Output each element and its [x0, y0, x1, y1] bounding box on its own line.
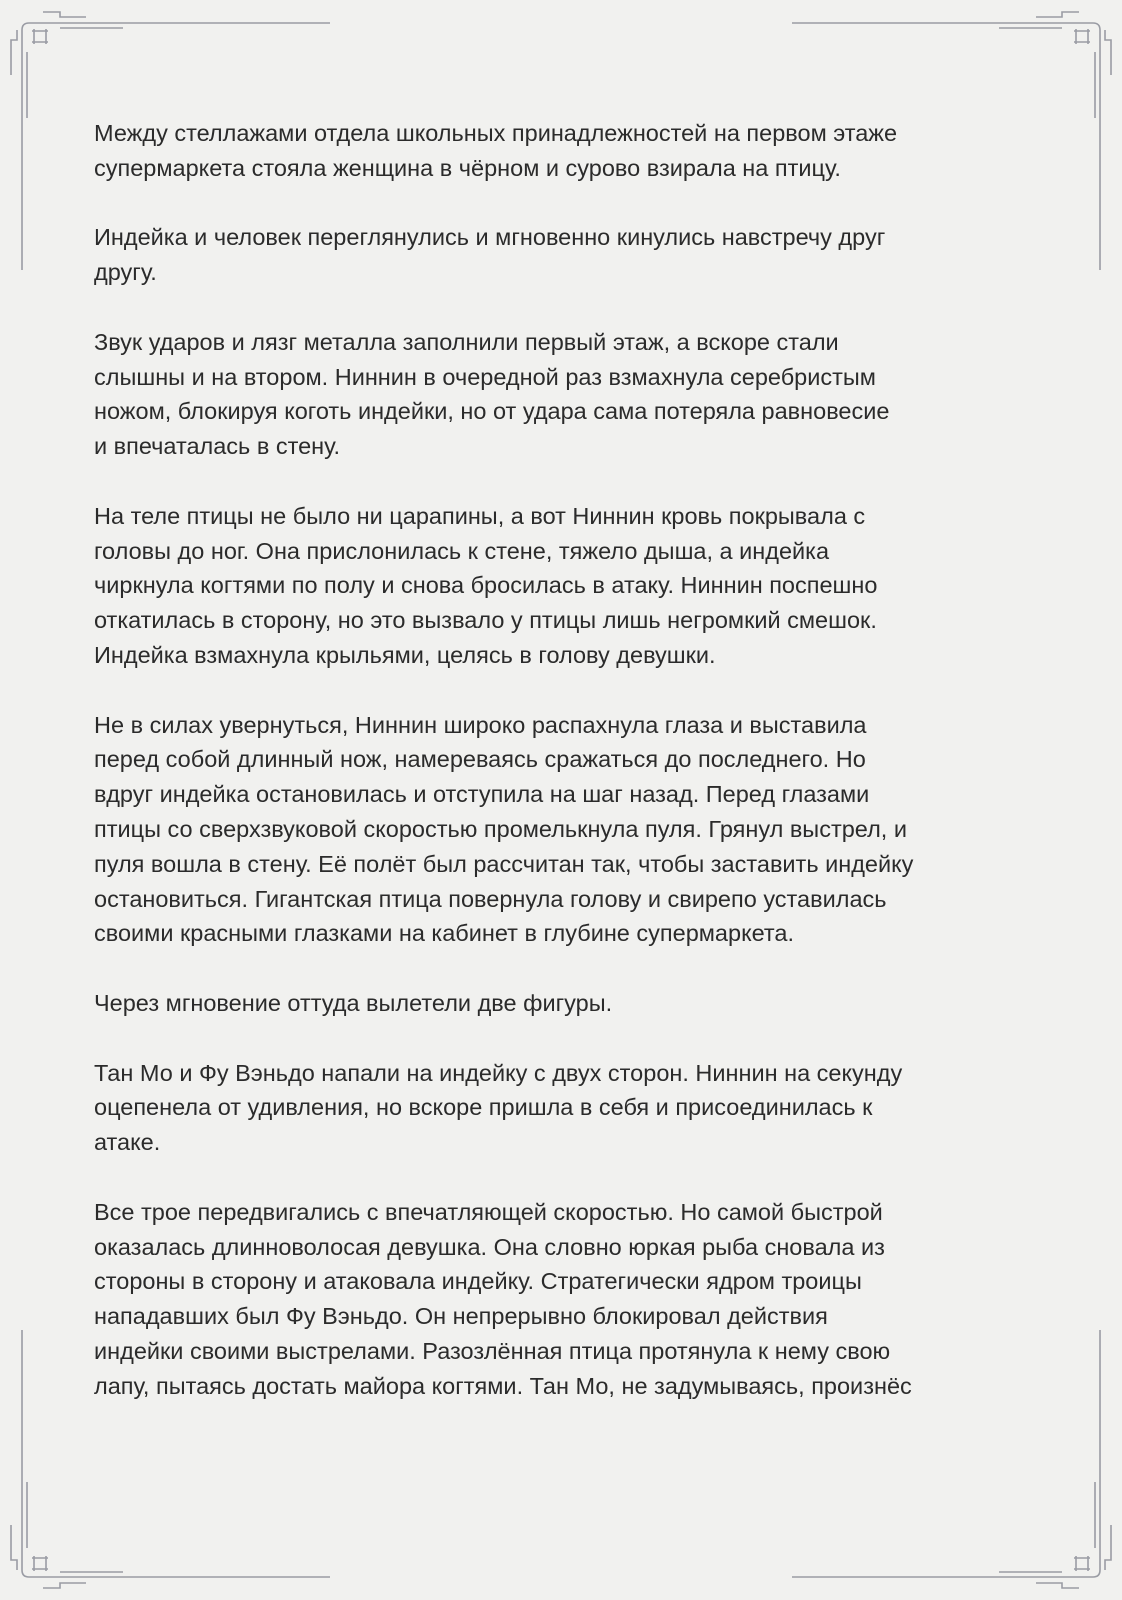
- paragraph: [94, 1056, 1034, 1160]
- text-line: птицы со сверхзвуковой скоростью промелькнула пуля. Грянул выстрел, и: [94, 815, 907, 842]
- text-line: перед собой длинный нож, намереваясь сражаться до последнего. Но: [94, 746, 866, 773]
- text-line: нападавших был Фу Вэньдо. Он непрерывно блокировал действия: [94, 1303, 828, 1330]
- text-line: Через мгновение оттуда вылетели две фигуры.: [94, 989, 613, 1016]
- paragraph: [94, 499, 1034, 673]
- text-line: стороны в сторону и атаковала индейку. Стратегически ядром троицы: [94, 1268, 862, 1295]
- text-line: чиркнула когтями по полу и снова бросилась в атаку. Ниннин поспешно: [94, 572, 878, 599]
- paragraph: [94, 220, 1034, 290]
- text-line: супермаркета стояла женщина в чёрном и сурово взирала на птицу.: [94, 154, 841, 181]
- text-line: другу.: [94, 259, 157, 286]
- text-line: оказалась длинноволосая девушка. Она словно юркая рыба сновала из: [94, 1233, 885, 1260]
- text-line: ножом, блокируя коготь индейки, но от удара сама потеряла равновесие: [94, 398, 890, 425]
- text-line: своими красными глазками на кабинет в глубине супермаркета.: [94, 920, 794, 947]
- text-line: Звук ударов и лязг металла заполнили первый этаж, а вскоре стали: [94, 328, 839, 355]
- paragraph: [94, 1195, 1034, 1404]
- text-line: слышны и на втором. Ниннин в очередной раз взмахнула серебристым: [94, 363, 876, 390]
- text-line: Индейка взмахнула крыльями, целясь в голову девушки.: [94, 641, 716, 668]
- text-line: остановиться. Гигантская птица повернула голову и свирепо уставилась: [94, 885, 887, 912]
- text-line: Тан Мо и Фу Вэньдо напали на индейку с двух сторон. Ниннин на секунду: [94, 1059, 903, 1086]
- text-line: Не в силах увернуться, Ниннин широко распахнула глаза и выставила: [94, 711, 867, 738]
- text-line: пуля вошла в стену. Её полёт был рассчитан так, чтобы заставить индейку: [94, 850, 914, 877]
- text-line: Между стеллажами отдела школьных принадлежностей на первом этаже: [94, 120, 898, 146]
- paragraph: [94, 708, 1034, 952]
- text-line: вдруг индейка остановилась и отступила на шаг назад. Перед глазами: [94, 781, 870, 808]
- text-line: индейки своими выстрелами. Разозлённая птица протянула к нему свою: [94, 1337, 891, 1364]
- paragraph: [94, 986, 1034, 1021]
- paragraph: [94, 116, 1034, 186]
- text-line: лапу, пытаясь достать майора когтями. Тан Мо, не задумываясь, произнёс: [94, 1372, 912, 1399]
- text-line: откатилась в сторону, но это вызвало у птицы лишь негромкий смешок.: [94, 607, 877, 634]
- text-line: Индейка и человек переглянулись и мгновенно кинулись навстречу друг: [94, 224, 886, 251]
- paragraph: [94, 325, 1034, 464]
- text-line: оцепенела от удивления, но вскоре пришла в себя и присоединилась к: [94, 1094, 873, 1121]
- text-line: атаке.: [94, 1129, 161, 1156]
- document-body: [94, 116, 1034, 1438]
- text-line: головы до ног. Она прислонилась к стене, тяжело дыша, а индейка: [94, 537, 830, 564]
- text-line: На теле птицы не было ни царапины, а вот Ниннин кровь покрывала с: [94, 502, 866, 529]
- text-line: и впечаталась в стену.: [94, 433, 341, 460]
- text-line: Все трое передвигались с впечатляющей скоростью. Но самой быстрой: [94, 1198, 883, 1225]
